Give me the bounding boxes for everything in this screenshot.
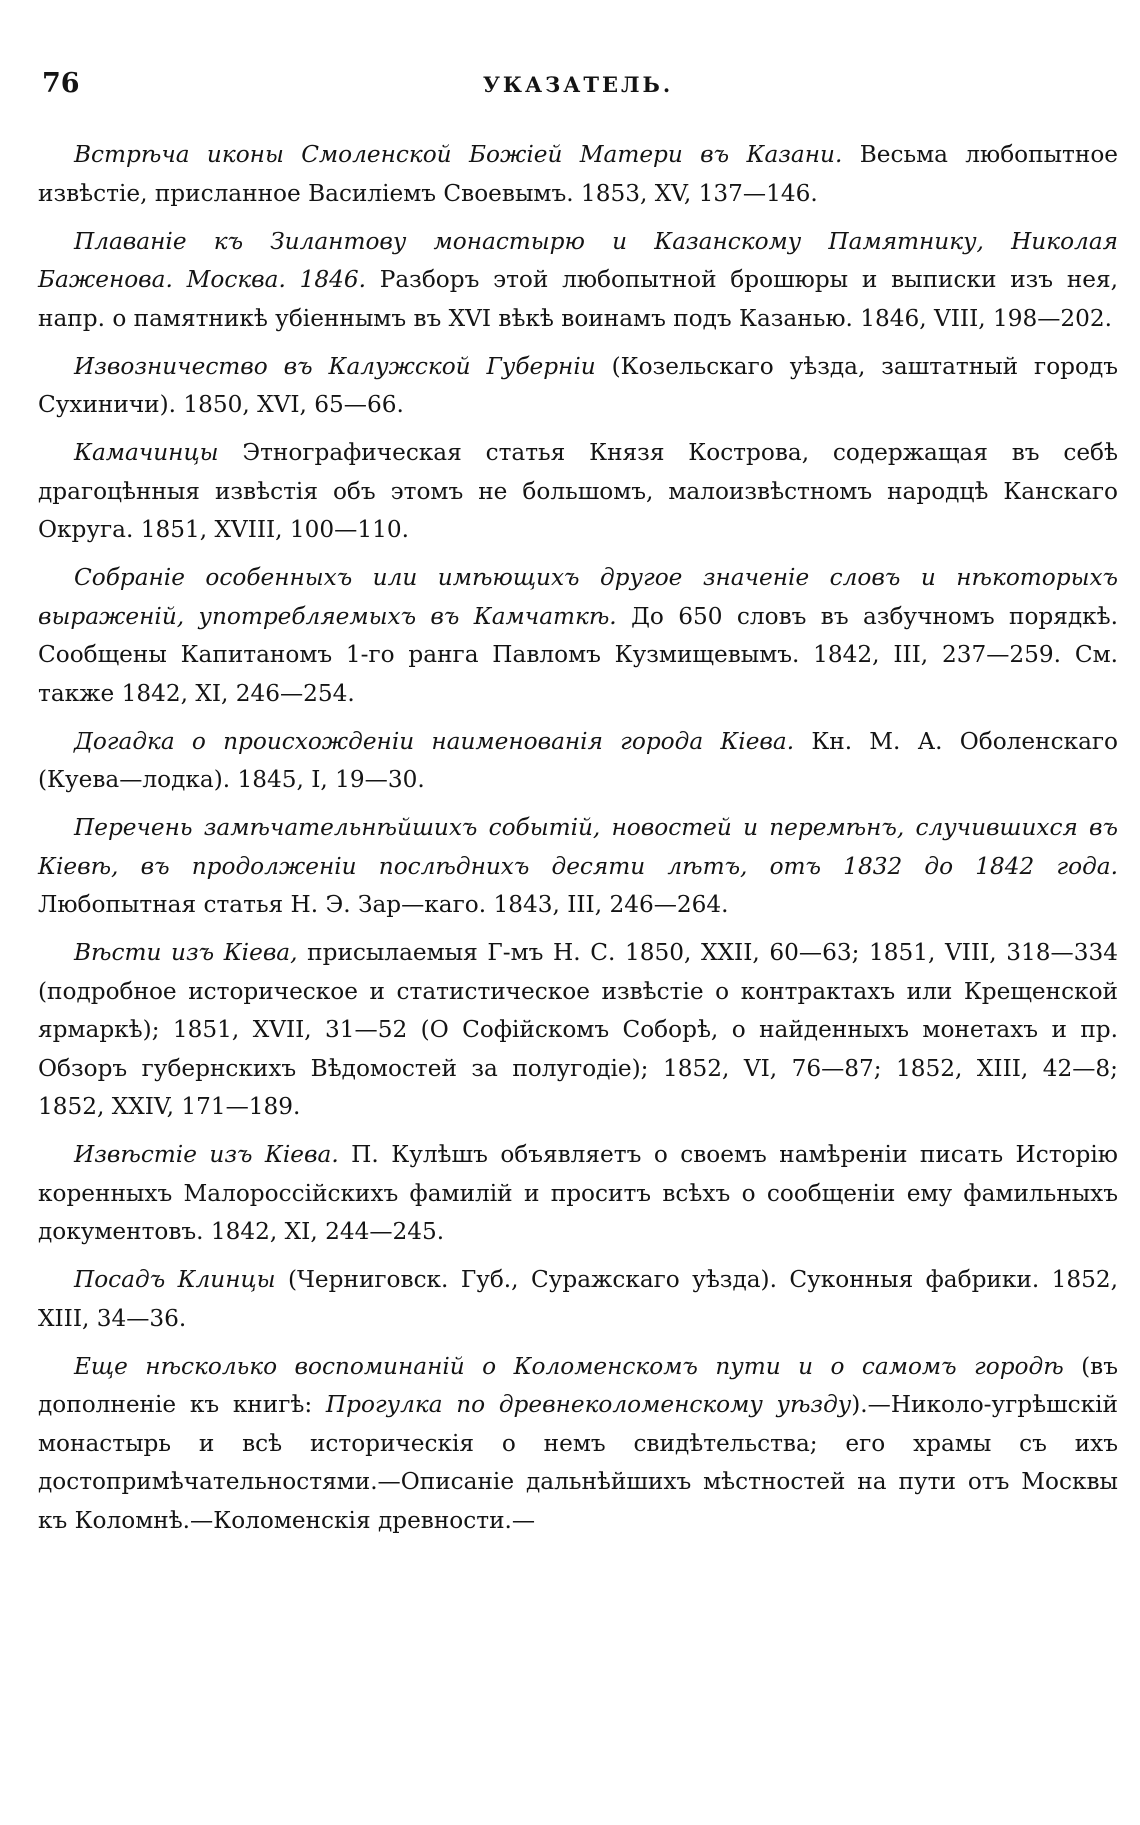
index-entry	[38, 1136, 1118, 1252]
entry-title: Догадка о происхожденіи наименованія города Кіева.	[74, 727, 795, 755]
entry-title: Еще нѣсколько воспоминаній о Коломенскомъ пути и о самомъ городѣ	[74, 1352, 1064, 1380]
entry-text: Этнографическая статья Князя Кострова, содержащая въ себѣ драгоцѣнныя извѣстія объ этомъ не большомъ, малоизвѣстномъ народцѣ Канскаго Округа. 1851, XVIII, 100—110.	[38, 439, 1118, 543]
index-entry	[38, 559, 1118, 713]
running-title: УКАЗАТЕЛЬ.	[482, 72, 674, 97]
entry-title: Вѣсти изъ Кіева,	[74, 939, 298, 966]
entry-text: (Черниговск. Губ., Суражскаго уѣзда). Суконныя фабрики. 1852, XIII, 34—36.	[38, 1266, 1118, 1332]
entry-text: присылаемыя Г-мъ Н. С. 1850, XXII, 60—63; 1851, VIII, 318—334 (подробное историческое и статистическое извѣстіе о контрактахъ или Крещенской ярмаркѣ); 1851, XVII, 31—52 (О Софійскомъ Соборѣ, о найденныхъ монетахъ и пр. Обзоръ губернскихъ Вѣдомостей за полугодіе); 1852, VI, 76—87; 1852, XIII, 42—8; 1852, XXIV, 171—189.	[38, 939, 1118, 1120]
index-entry	[38, 723, 1118, 800]
index-entry	[38, 1348, 1118, 1541]
entry-title: Посадъ Клинцы	[74, 1266, 276, 1293]
entry-title: Собраніе особенныхъ или имѣющихъ другое значеніе словъ и нѣкоторыхъ выраженій, употребляемыхъ въ Камчаткѣ.	[38, 564, 1118, 630]
entry-text: Любопытная статья Н. Э. Зар—каго. 1843, III, 246—264.	[38, 891, 729, 918]
entry-text: Разборъ этой любопытной брошюры и выписки изъ нея, напр. о памятникѣ убіеннымъ въ XVI вѣкѣ воинамъ подъ Казанью. 1846, VIII, 198—202.	[38, 266, 1118, 332]
index-entry	[38, 223, 1118, 339]
entry-text: До 650 словъ въ азбучномъ порядкѣ. Сообщены Капитаномъ 1-го ранга Павломъ Кузмищевымъ. 1842, III, 237—259. См. также 1842, XI, 246—254.	[38, 602, 1119, 707]
entry-book-title: Прогулка по древнеколоменскому уѣзду	[325, 1391, 852, 1418]
entry-title: Перечень замѣчательнѣйшихъ событій, новостей и перемѣнъ, случившихся въ Кіевѣ, въ продолженіи послѣднихъ десяти лѣтъ, отъ 1832 до 1842 года.	[38, 814, 1118, 880]
entry-title: Извозничество въ Калужской Губерніи	[74, 352, 596, 380]
entry-text-continued: ).—Николо-угрѣшскій монастырь и всѣ историческія о немъ свидѣтельства; его храмы съ ихъ достопримѣчательностями.—Описаніе дальнѣйшихъ мѣстностей на пути отъ Москвы къ Коломнѣ.—Коломенскія древности.—	[38, 1391, 1119, 1534]
entry-title: Извѣстіе изъ Кіева.	[74, 1141, 339, 1168]
index-entries	[38, 136, 1118, 1550]
index-entry	[38, 348, 1118, 425]
entry-title: Встрѣча иконы Смоленской Божіей Матери въ Казани.	[74, 141, 843, 168]
index-entry	[38, 434, 1118, 550]
index-entry	[38, 1261, 1118, 1338]
page-header	[38, 68, 1118, 108]
entry-title: Камачинцы	[74, 439, 219, 466]
entry-text: Кн. М. А. Оболенскаго (Куева—лодка). 1845, I, 19—30.	[38, 727, 1119, 793]
index-entry	[38, 809, 1118, 925]
index-entry	[38, 136, 1118, 213]
entry-text: (Козельскаго уѣзда, заштатный городъ Сухиничи). 1850, XVI, 65—66.	[38, 352, 1118, 418]
entry-title: Плаваніе къ Зилантову монастырю и Казанскому Памятнику, Николая Баженова. Москва. 1846.	[38, 227, 1118, 293]
index-entry	[38, 934, 1118, 1127]
page-number: 76	[42, 68, 80, 99]
entry-text: (въ дополненіе къ книгѣ:	[38, 1352, 1118, 1418]
entry-text: П. Кулѣшъ объявляетъ о своемъ намѣреніи писать Исторію коренныхъ Малороссійскихъ фамилій и проситъ всѣхъ о сообщеніи ему фамильныхъ документовъ. 1842, XI, 244—245.	[38, 1141, 1118, 1245]
entry-text: Весьма любопытное извѣстіе, присланное Василіемъ Своевымъ. 1853, XV, 137—146.	[38, 141, 1119, 207]
